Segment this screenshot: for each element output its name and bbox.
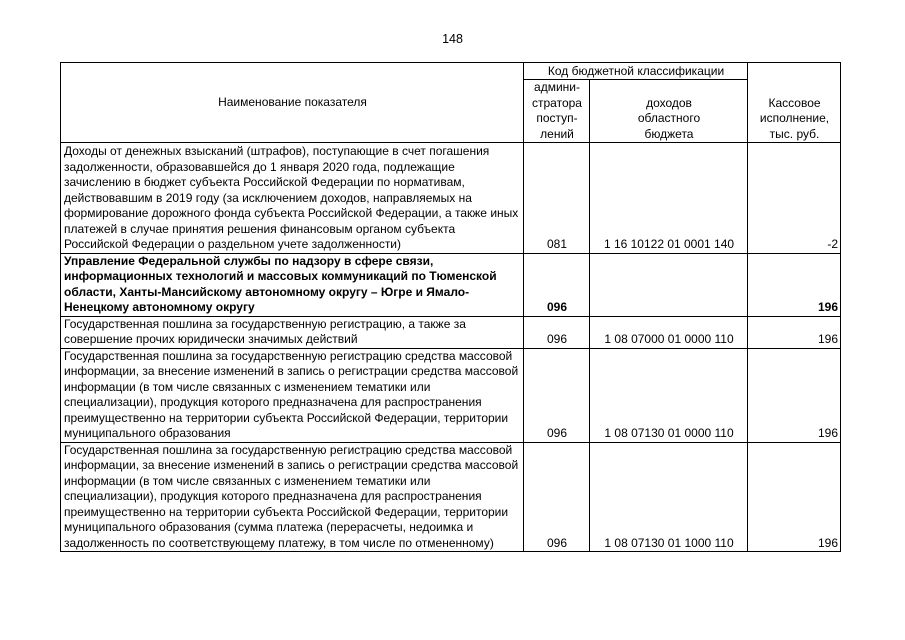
row-admin-code: 096: [524, 253, 590, 316]
page-number: 148: [442, 32, 463, 46]
table-row: [61, 316, 841, 348]
row-name: Государственная пошлина за государственную регистрацию средства массовой информации, за внесение изменений в запись о регистрации средства массовой информации (в том числе связанных с изменением тематики или специализации), продукция которого предназначена для распространения преимущественно на территории субъекта Российской Федерации, территории муниципального образования: [61, 348, 524, 442]
header-income-line3: бюджета: [644, 126, 694, 141]
row-income-code: 1 08 07000 01 0000 110: [590, 316, 748, 348]
row-income-code: 1 16 10122 01 0001 140: [590, 143, 748, 254]
row-admin-code: 096: [524, 442, 590, 552]
table-row: [61, 253, 841, 316]
budget-report-table: [60, 62, 841, 552]
row-amount: 196: [748, 253, 841, 316]
header-budget-classification: Код бюджетной классификации: [524, 63, 748, 80]
header-exec-line1: Кассовое: [768, 95, 821, 110]
header-admin-line4: лений: [540, 126, 574, 141]
row-amount: 196: [748, 442, 841, 552]
header-income-line1: доходов: [646, 95, 692, 110]
header-exec-line2: исполнение,: [759, 111, 830, 125]
header-admin-line2: стратора: [532, 95, 582, 110]
table-row: [61, 442, 841, 552]
header-administrator: [524, 80, 590, 143]
row-income-code: [590, 253, 748, 316]
header-exec-line3: тыс. руб.: [769, 126, 820, 141]
row-admin-code: 096: [524, 316, 590, 348]
header-income-code: [590, 80, 748, 143]
row-amount: 196: [748, 348, 841, 442]
table-row: [61, 143, 841, 254]
row-name: Управление Федеральной службы по надзору в сфере связи, информационных технологий и массовых коммуникаций по Тюменской области, Ханты-Мансийскому автономному округу – Югре и Ямало-Ненецкому автономному округу: [61, 253, 524, 316]
row-admin-code: 096: [524, 348, 590, 442]
header-name: Наименование показателя: [61, 63, 524, 143]
row-admin-code: 081: [524, 143, 590, 254]
row-name: Государственная пошлина за государственную регистрацию, а также за совершение прочих юридически значимых действий: [61, 316, 524, 348]
table-row: [61, 348, 841, 442]
header-admin-line1: админи-: [534, 80, 580, 94]
row-amount: -2: [748, 143, 841, 254]
header-cash-execution: [748, 63, 841, 143]
header-admin-line3: поступ-: [536, 111, 578, 125]
row-income-code: 1 08 07130 01 1000 110: [590, 442, 748, 552]
row-income-code: 1 08 07130 01 0000 110: [590, 348, 748, 442]
row-amount: 196: [748, 316, 841, 348]
row-name: Государственная пошлина за государственную регистрацию средства массовой информации, за внесение изменений в запись о регистрации средства массовой информации (в том числе связанных с изменением тематики или специализации), продукция которого предназначена для распространения преимущественно на территории субъекта Российской Федерации, территории муниципального образования (сумма платежа (перерасчеты, недоимка и задолженность по соответствующему платежу, в том числе по отмененному): [61, 442, 524, 552]
header-income-line2: областного: [637, 111, 701, 125]
row-name: Доходы от денежных взысканий (штрафов), поступающие в счет погашения задолженности, образовавшейся до 1 января 2020 года, подлежащие зачислению в бюджет субъекта Российской Федерации по нормативам, действовавшим в 2019 году (за исключением доходов, направляемых на формирование дорожного фонда субъекта Российской Федерации, а также иных платежей в случае принятия решения финансовым органом субъекта Российской Федерации о раздельном учете задолженности): [61, 143, 524, 254]
